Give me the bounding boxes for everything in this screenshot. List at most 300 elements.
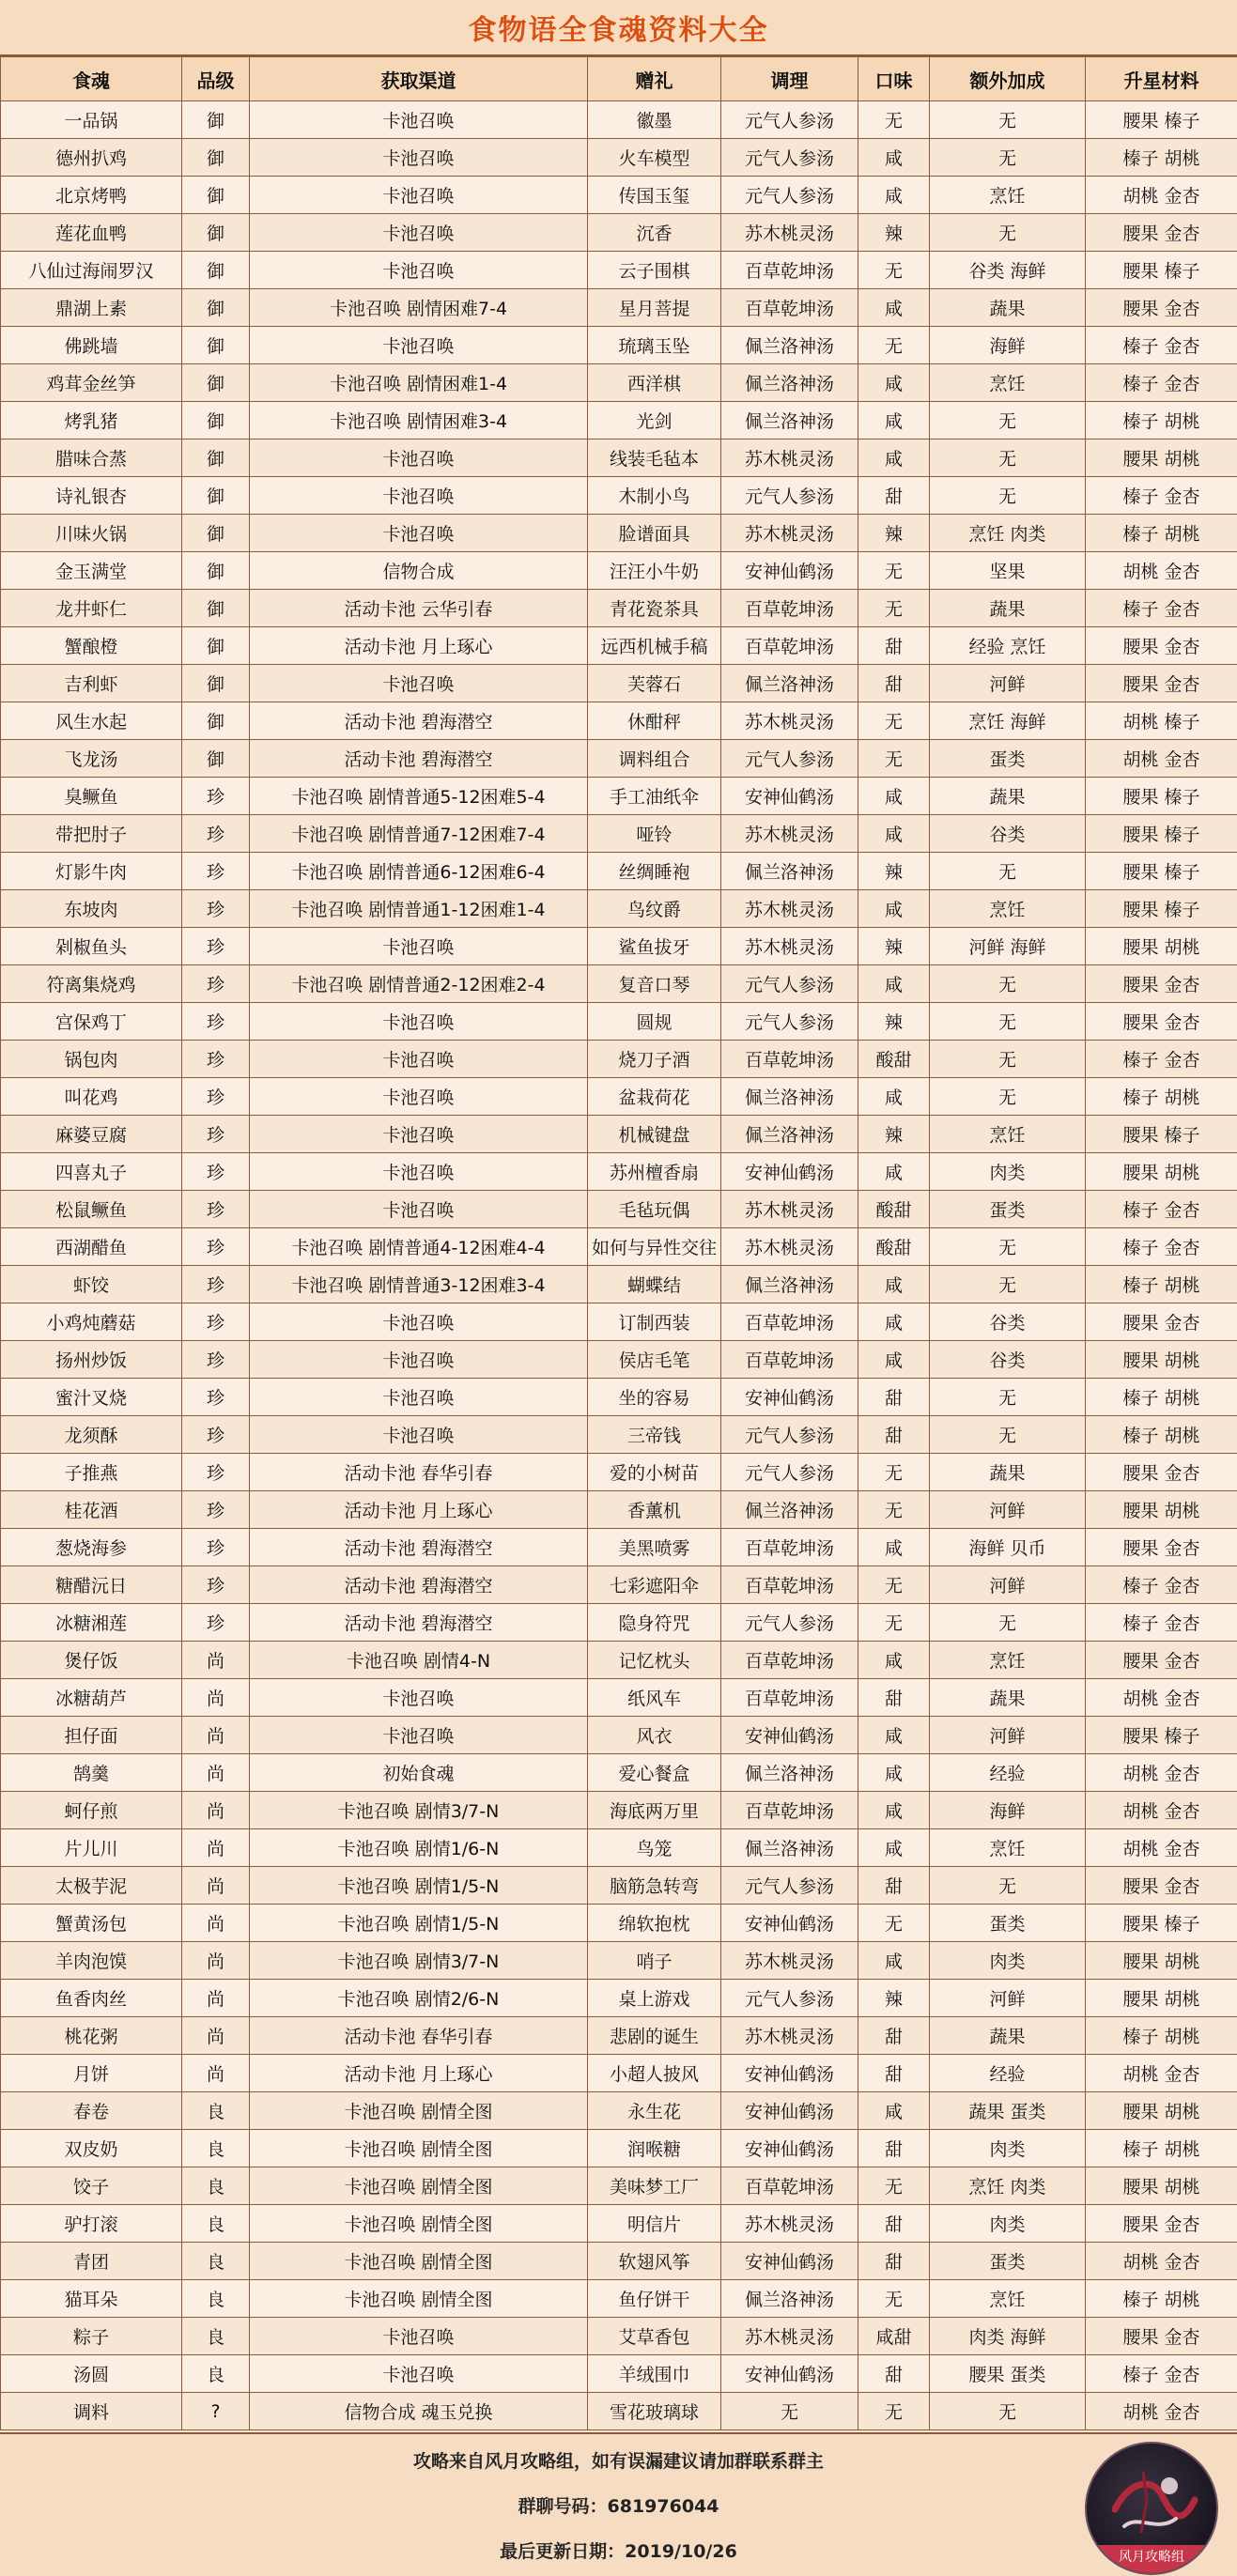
taste-cell: 甜 (858, 1416, 930, 1454)
material-cell: 腰果 金杏 (1086, 1529, 1237, 1566)
tonic-cell: 苏木桃灵汤 (721, 214, 858, 252)
name-cell: 片儿川 (1, 1829, 182, 1867)
taste-cell: 甜 (858, 1379, 930, 1416)
bonus-cell: 无 (930, 1266, 1086, 1303)
bonus-cell: 烹饪 (930, 1642, 1086, 1679)
footer-update-date: 最后更新日期：2019/10/26 (500, 2541, 737, 2562)
bonus-cell: 海鲜 (930, 1792, 1086, 1829)
source-cell: 卡池召唤 剧情3/7-N (250, 1792, 588, 1829)
taste-cell: 甜 (858, 2130, 930, 2167)
gift-cell: 星月菩提 (588, 289, 721, 327)
bonus-cell: 肉类 (930, 2130, 1086, 2167)
bonus-cell: 无 (930, 853, 1086, 890)
food-soul-table (0, 56, 1237, 2430)
gift-cell: 风衣 (588, 1717, 721, 1754)
table-row (1, 2280, 1237, 2318)
gift-cell: 丝绸睡袍 (588, 853, 721, 890)
name-cell: 烤乳猪 (1, 402, 182, 440)
name-cell: 双皮奶 (1, 2130, 182, 2167)
material-cell: 榛子 胡桃 (1086, 2280, 1237, 2318)
grade-cell: 尚 (182, 1905, 250, 1942)
bonus-cell: 烹饪 肉类 (930, 2167, 1086, 2205)
material-cell: 榛子 金杏 (1086, 477, 1237, 515)
name-cell: 锅包肉 (1, 1041, 182, 1078)
material-cell: 榛子 胡桃 (1086, 1078, 1237, 1116)
table-row (1, 627, 1237, 665)
source-cell: 卡池召唤 剧情3/7-N (250, 1942, 588, 1980)
name-cell: 羊肉泡馍 (1, 1942, 182, 1980)
footer (0, 2432, 1237, 2576)
taste-cell: 咸 (858, 890, 930, 928)
source-cell: 卡池召唤 剧情1/5-N (250, 1867, 588, 1905)
taste-cell: 酸甜 (858, 1228, 930, 1266)
source-cell: 卡池召唤 剧情2/6-N (250, 1980, 588, 2017)
name-cell: 符离集烧鸡 (1, 965, 182, 1003)
source-cell: 活动卡池 碧海潜空 (250, 702, 588, 740)
bonus-cell: 无 (930, 965, 1086, 1003)
table-row (1, 1454, 1237, 1491)
table-row (1, 1679, 1237, 1717)
source-cell: 卡池召唤 (250, 1041, 588, 1078)
gift-cell: 汪汪小牛奶 (588, 552, 721, 590)
source-cell: 信物合成 魂玉兑换 (250, 2393, 588, 2430)
bonus-cell: 蔬果 蛋类 (930, 2092, 1086, 2130)
table-row (1, 252, 1237, 289)
bonus-cell: 肉类 海鲜 (930, 2318, 1086, 2355)
name-cell: 虾饺 (1, 1266, 182, 1303)
source-cell: 卡池召唤 剧情普通4-12困难4-4 (250, 1228, 588, 1266)
bonus-cell: 坚果 (930, 552, 1086, 590)
name-cell: 鱼香肉丝 (1, 1980, 182, 2017)
table-row (1, 2393, 1237, 2430)
bonus-cell: 河鲜 (930, 1717, 1086, 1754)
taste-cell: 辣 (858, 1003, 930, 1041)
taste-cell: 辣 (858, 853, 930, 890)
source-cell: 卡池召唤 剧情全图 (250, 2280, 588, 2318)
table-row (1, 590, 1237, 627)
grade-cell: 御 (182, 214, 250, 252)
source-cell: 卡池召唤 (250, 327, 588, 364)
table-row (1, 665, 1237, 702)
material-cell: 腰果 榛子 (1086, 1905, 1237, 1942)
material-cell: 榛子 胡桃 (1086, 515, 1237, 552)
taste-cell: 辣 (858, 214, 930, 252)
source-cell: 卡池召唤 剧情4-N (250, 1642, 588, 1679)
tonic-cell: 百草乾坤汤 (721, 590, 858, 627)
source-cell: 卡池召唤 (250, 1303, 588, 1341)
taste-cell: 无 (858, 1905, 930, 1942)
material-cell: 胡桃 金杏 (1086, 552, 1237, 590)
name-cell: 蟹黄汤包 (1, 1905, 182, 1942)
name-cell: 担仔面 (1, 1717, 182, 1754)
source-cell: 活动卡池 云华引春 (250, 590, 588, 627)
column-header: 食魂 (1, 57, 182, 101)
table-row (1, 1228, 1237, 1266)
name-cell: 带把肘子 (1, 815, 182, 853)
bonus-cell: 河鲜 (930, 665, 1086, 702)
source-cell: 活动卡池 春华引春 (250, 1454, 588, 1491)
name-cell: 煲仔饭 (1, 1642, 182, 1679)
tonic-cell: 元气人参汤 (721, 1604, 858, 1642)
taste-cell: 咸 (858, 1792, 930, 1829)
grade-cell: 尚 (182, 1867, 250, 1905)
tonic-cell: 苏木桃灵汤 (721, 815, 858, 853)
bonus-cell: 无 (930, 1228, 1086, 1266)
grade-cell: 御 (182, 552, 250, 590)
grade-cell: 珍 (182, 1604, 250, 1642)
material-cell: 胡桃 金杏 (1086, 1679, 1237, 1717)
table-row (1, 101, 1237, 139)
source-cell: 活动卡池 月上琢心 (250, 2055, 588, 2092)
gift-cell: 琉璃玉坠 (588, 327, 721, 364)
name-cell: 鹄羹 (1, 1754, 182, 1792)
source-cell: 卡池召唤 剧情普通2-12困难2-4 (250, 965, 588, 1003)
grade-cell: 尚 (182, 1717, 250, 1754)
tonic-cell: 佩兰洛神汤 (721, 1078, 858, 1116)
gift-cell: 烧刀子酒 (588, 1041, 721, 1078)
name-cell: 八仙过海闹罗汉 (1, 252, 182, 289)
bonus-cell: 经验 烹饪 (930, 627, 1086, 665)
bonus-cell: 经验 (930, 1754, 1086, 1792)
name-cell: 小鸡炖蘑菇 (1, 1303, 182, 1341)
tonic-cell: 安神仙鹤汤 (721, 2355, 858, 2393)
taste-cell: 咸 (858, 177, 930, 214)
gift-cell: 鸟纹爵 (588, 890, 721, 928)
name-cell: 一品锅 (1, 101, 182, 139)
taste-cell: 酸甜 (858, 1191, 930, 1228)
material-cell: 榛子 胡桃 (1086, 2130, 1237, 2167)
material-cell: 腰果 榛子 (1086, 1717, 1237, 1754)
taste-cell: 无 (858, 101, 930, 139)
source-cell: 卡池召唤 剧情普通3-12困难3-4 (250, 1266, 588, 1303)
table-row (1, 2205, 1237, 2243)
table-row (1, 139, 1237, 177)
gift-cell: 纸风车 (588, 1679, 721, 1717)
taste-cell: 咸 (858, 1942, 930, 1980)
tonic-cell: 苏木桃灵汤 (721, 1191, 858, 1228)
grade-cell: 珍 (182, 1153, 250, 1191)
source-cell: 卡池召唤 (250, 101, 588, 139)
tonic-cell: 元气人参汤 (721, 1867, 858, 1905)
bonus-cell: 蛋类 (930, 1191, 1086, 1228)
material-cell: 榛子 胡桃 (1086, 1416, 1237, 1454)
name-cell: 蟹酿橙 (1, 627, 182, 665)
taste-cell: 无 (858, 1454, 930, 1491)
gift-cell: 软翅风筝 (588, 2243, 721, 2280)
gift-cell: 木制小鸟 (588, 477, 721, 515)
taste-cell: 咸 (858, 1529, 930, 1566)
tonic-cell: 元气人参汤 (721, 1416, 858, 1454)
table-row (1, 402, 1237, 440)
bonus-cell: 蔬果 (930, 1454, 1086, 1491)
bonus-cell: 蔬果 (930, 590, 1086, 627)
tonic-cell: 苏木桃灵汤 (721, 2318, 858, 2355)
material-cell: 胡桃 金杏 (1086, 2393, 1237, 2430)
tonic-cell: 百草乾坤汤 (721, 1303, 858, 1341)
table-row (1, 1642, 1237, 1679)
name-cell: 月饼 (1, 2055, 182, 2092)
gift-cell: 香薰机 (588, 1491, 721, 1529)
gift-cell: 鱼仔饼干 (588, 2280, 721, 2318)
bonus-cell: 无 (930, 1379, 1086, 1416)
grade-cell: 尚 (182, 2017, 250, 2055)
material-cell: 腰果 胡桃 (1086, 2092, 1237, 2130)
tonic-cell: 百草乾坤汤 (721, 289, 858, 327)
name-cell: 龙须酥 (1, 1416, 182, 1454)
tonic-cell: 百草乾坤汤 (721, 2167, 858, 2205)
name-cell: 鼎湖上素 (1, 289, 182, 327)
material-cell: 榛子 金杏 (1086, 1604, 1237, 1642)
logo-label: 风月攻略组 (1087, 2545, 1216, 2573)
bonus-cell: 肉类 (930, 2205, 1086, 2243)
grade-cell: 御 (182, 665, 250, 702)
tonic-cell: 百草乾坤汤 (721, 1679, 858, 1717)
name-cell: 青团 (1, 2243, 182, 2280)
bonus-cell: 无 (930, 1041, 1086, 1078)
source-cell: 卡池召唤 (250, 477, 588, 515)
table-row (1, 1867, 1237, 1905)
material-cell: 腰果 榛子 (1086, 1116, 1237, 1153)
taste-cell: 甜 (858, 2355, 930, 2393)
gift-cell: 雪花玻璃球 (588, 2393, 721, 2430)
table-row (1, 2055, 1237, 2092)
table-row (1, 1491, 1237, 1529)
name-cell: 川味火锅 (1, 515, 182, 552)
grade-cell: 珍 (182, 1491, 250, 1529)
bonus-cell: 河鲜 (930, 1491, 1086, 1529)
material-cell: 腰果 胡桃 (1086, 1341, 1237, 1379)
name-cell: 葱烧海参 (1, 1529, 182, 1566)
tonic-cell: 百草乾坤汤 (721, 627, 858, 665)
gift-cell: 隐身符咒 (588, 1604, 721, 1642)
grade-cell: 珍 (182, 1529, 250, 1566)
name-cell: 北京烤鸭 (1, 177, 182, 214)
source-cell: 卡池召唤 (250, 1717, 588, 1754)
bonus-cell: 烹饪 海鲜 (930, 702, 1086, 740)
taste-cell: 咸甜 (858, 2318, 930, 2355)
tonic-cell: 苏木桃灵汤 (721, 1942, 858, 1980)
table-row (1, 965, 1237, 1003)
bonus-cell: 蔬果 (930, 2017, 1086, 2055)
material-cell: 榛子 金杏 (1086, 1041, 1237, 1078)
taste-cell: 辣 (858, 1980, 930, 2017)
grade-cell: 良 (182, 2092, 250, 2130)
material-cell: 腰果 榛子 (1086, 890, 1237, 928)
column-header: 升星材料 (1086, 57, 1237, 101)
name-cell: 冰糖湘莲 (1, 1604, 182, 1642)
source-cell: 卡池召唤 剧情1/6-N (250, 1829, 588, 1867)
tonic-cell: 佩兰洛神汤 (721, 1491, 858, 1529)
name-cell: 子推燕 (1, 1454, 182, 1491)
source-cell: 卡池召唤 (250, 1191, 588, 1228)
source-cell: 卡池召唤 剧情全图 (250, 2092, 588, 2130)
name-cell: 臭鳜鱼 (1, 778, 182, 815)
taste-cell: 咸 (858, 440, 930, 477)
table-row (1, 1116, 1237, 1153)
table-row (1, 289, 1237, 327)
material-cell: 腰果 金杏 (1086, 2205, 1237, 2243)
tonic-cell: 佩兰洛神汤 (721, 1829, 858, 1867)
gift-cell: 桌上游戏 (588, 1980, 721, 2017)
page-title: 食物语全食魂资料大全 (468, 14, 769, 47)
tonic-cell: 元气人参汤 (721, 1980, 858, 2017)
tonic-cell: 元气人参汤 (721, 477, 858, 515)
taste-cell: 甜 (858, 665, 930, 702)
grade-cell: 珍 (182, 1303, 250, 1341)
taste-cell: 辣 (858, 928, 930, 965)
table-row (1, 815, 1237, 853)
material-cell: 胡桃 金杏 (1086, 1754, 1237, 1792)
taste-cell: 甜 (858, 2055, 930, 2092)
taste-cell: 咸 (858, 402, 930, 440)
name-cell: 佛跳墙 (1, 327, 182, 364)
gift-cell: 脑筋急转弯 (588, 1867, 721, 1905)
gift-cell: 润喉糖 (588, 2130, 721, 2167)
taste-cell: 咸 (858, 364, 930, 402)
name-cell: 桃花粥 (1, 2017, 182, 2055)
bonus-cell: 烹饪 (930, 1116, 1086, 1153)
gift-cell: 如何与异性交往 (588, 1228, 721, 1266)
material-cell: 榛子 胡桃 (1086, 2017, 1237, 2055)
grade-cell: 珍 (182, 1041, 250, 1078)
taste-cell: 辣 (858, 515, 930, 552)
tonic-cell: 安神仙鹤汤 (721, 778, 858, 815)
taste-cell: 无 (858, 2393, 930, 2430)
table-row (1, 928, 1237, 965)
grade-cell: 御 (182, 327, 250, 364)
tonic-cell: 安神仙鹤汤 (721, 2055, 858, 2092)
gift-cell: 脸谱面具 (588, 515, 721, 552)
material-cell: 胡桃 金杏 (1086, 1792, 1237, 1829)
column-header: 获取渠道 (250, 57, 588, 101)
name-cell: 桂花酒 (1, 1491, 182, 1529)
source-cell: 卡池召唤 (250, 440, 588, 477)
bonus-cell: 蔬果 (930, 778, 1086, 815)
taste-cell: 咸 (858, 1754, 930, 1792)
grade-cell: 珍 (182, 965, 250, 1003)
grade-cell: 尚 (182, 1679, 250, 1717)
source-cell: 活动卡池 碧海潜空 (250, 1529, 588, 1566)
footer-source-note: 攻略来自风月攻略组，如有误漏建议请加群联系群主 (412, 2451, 824, 2472)
gift-cell: 爱的小树苗 (588, 1454, 721, 1491)
material-cell: 腰果 榛子 (1086, 101, 1237, 139)
source-cell: 卡池召唤 剧情普通5-12困难5-4 (250, 778, 588, 815)
bonus-cell: 腰果 蛋类 (930, 2355, 1086, 2393)
name-cell: 麻婆豆腐 (1, 1116, 182, 1153)
column-header: 口味 (858, 57, 930, 101)
grade-cell: 良 (182, 2243, 250, 2280)
gift-cell: 羊绒围巾 (588, 2355, 721, 2393)
table-row (1, 364, 1237, 402)
gift-cell: 悲剧的诞生 (588, 2017, 721, 2055)
taste-cell: 无 (858, 590, 930, 627)
bonus-cell: 蔬果 (930, 1679, 1086, 1717)
material-cell: 腰果 金杏 (1086, 1303, 1237, 1341)
table-row (1, 1003, 1237, 1041)
taste-cell: 无 (858, 552, 930, 590)
column-header: 品级 (182, 57, 250, 101)
grade-cell: 御 (182, 289, 250, 327)
gift-cell: 明信片 (588, 2205, 721, 2243)
material-cell: 榛子 胡桃 (1086, 1379, 1237, 1416)
gift-cell: 光剑 (588, 402, 721, 440)
table-row (1, 1754, 1237, 1792)
name-cell: 四喜丸子 (1, 1153, 182, 1191)
material-cell: 腰果 胡桃 (1086, 1980, 1237, 2017)
table-row (1, 1529, 1237, 1566)
gift-cell: 机械键盘 (588, 1116, 721, 1153)
grade-cell: 御 (182, 402, 250, 440)
taste-cell: 甜 (858, 2017, 930, 2055)
bonus-cell: 烹饪 (930, 1829, 1086, 1867)
column-header: 赠礼 (588, 57, 721, 101)
name-cell: 蜜汁叉烧 (1, 1379, 182, 1416)
source-cell: 卡池召唤 剧情普通7-12困难7-4 (250, 815, 588, 853)
table-row (1, 2130, 1237, 2167)
taste-cell: 无 (858, 1491, 930, 1529)
grade-cell: ? (182, 2393, 250, 2430)
bonus-cell: 无 (930, 1003, 1086, 1041)
tonic-cell: 无 (721, 2393, 858, 2430)
tonic-cell: 安神仙鹤汤 (721, 2092, 858, 2130)
material-cell: 榛子 金杏 (1086, 1228, 1237, 1266)
grade-cell: 御 (182, 440, 250, 477)
table-row (1, 890, 1237, 928)
gift-cell: 订制西装 (588, 1303, 721, 1341)
grade-cell: 尚 (182, 1642, 250, 1679)
gift-cell: 哑铃 (588, 815, 721, 853)
table-row (1, 1078, 1237, 1116)
grade-cell: 珍 (182, 928, 250, 965)
gift-cell: 手工油纸伞 (588, 778, 721, 815)
material-cell: 腰果 胡桃 (1086, 440, 1237, 477)
material-cell: 榛子 胡桃 (1086, 139, 1237, 177)
source-cell: 卡池召唤 (250, 1341, 588, 1379)
grade-cell: 珍 (182, 1228, 250, 1266)
grade-cell: 珍 (182, 1191, 250, 1228)
gift-cell: 调料组合 (588, 740, 721, 778)
table-row (1, 1416, 1237, 1454)
table-row (1, 477, 1237, 515)
source-cell: 卡池召唤 剧情全图 (250, 2167, 588, 2205)
tonic-cell: 安神仙鹤汤 (721, 552, 858, 590)
gift-cell: 记忆枕头 (588, 1642, 721, 1679)
source-cell: 活动卡池 碧海潜空 (250, 1566, 588, 1604)
source-cell: 卡池召唤 (250, 252, 588, 289)
material-cell: 腰果 金杏 (1086, 965, 1237, 1003)
gift-cell: 复音口琴 (588, 965, 721, 1003)
gift-cell: 毛毡玩偶 (588, 1191, 721, 1228)
grade-cell: 御 (182, 627, 250, 665)
bonus-cell: 蛋类 (930, 1905, 1086, 1942)
gift-cell: 远西机械手稿 (588, 627, 721, 665)
taste-cell: 咸 (858, 1303, 930, 1341)
taste-cell: 咸 (858, 1153, 930, 1191)
material-cell: 腰果 金杏 (1086, 1003, 1237, 1041)
taste-cell: 咸 (858, 2092, 930, 2130)
tonic-cell: 苏木桃灵汤 (721, 2017, 858, 2055)
tonic-cell: 元气人参汤 (721, 139, 858, 177)
material-cell: 榛子 胡桃 (1086, 1266, 1237, 1303)
gift-cell: 绵软抱枕 (588, 1905, 721, 1942)
table-row (1, 1341, 1237, 1379)
bonus-cell: 烹饪 (930, 2280, 1086, 2318)
bonus-cell: 蛋类 (930, 740, 1086, 778)
taste-cell: 甜 (858, 1679, 930, 1717)
table-row (1, 2167, 1237, 2205)
taste-cell: 咸 (858, 815, 930, 853)
table-row (1, 1717, 1237, 1754)
